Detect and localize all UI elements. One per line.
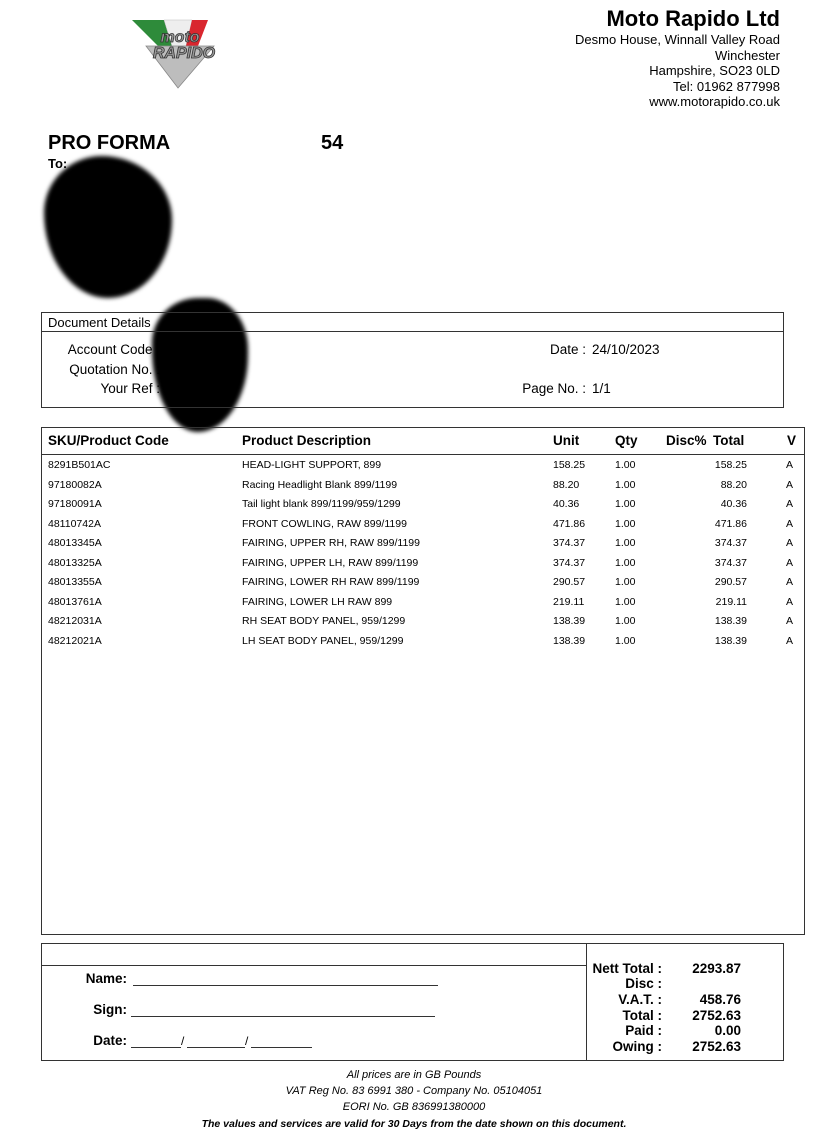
row-unit-price: 471.86 [553, 517, 586, 530]
row-total: 374.37 [714, 556, 747, 569]
column-header-qty: Qty [615, 433, 638, 448]
column-header-disc: Disc% [666, 433, 707, 448]
row-sku: 48013761A [48, 595, 102, 608]
company-logo [128, 16, 232, 90]
nett-total-label: Nett Total : [592, 961, 662, 976]
date-label: Date : [549, 342, 586, 357]
row-unit-price: 138.39 [553, 615, 586, 627]
currency-note: All prices are in GB Pounds [346, 1069, 482, 1081]
row-description: HEAD-LIGHT SUPPORT, 899 [242, 459, 382, 471]
paid-value: 0.00 [714, 1023, 741, 1038]
row-unit-price: 374.37 [553, 537, 586, 549]
row-qty: 1.00 [615, 459, 636, 471]
account-code-label: Account Code : [67, 342, 160, 357]
row-vat-code: A [786, 459, 794, 471]
signature-line [131, 1016, 435, 1017]
date-separator: / [245, 1034, 249, 1048]
logo-graphic [128, 16, 232, 90]
date-value: 24/10/2023 [592, 342, 660, 357]
table-row [0, 459, 828, 479]
row-qty: 1.00 [615, 556, 636, 569]
row-sku: 48110742A [48, 517, 101, 530]
row-sku: 48013345A [48, 537, 102, 549]
column-header-total: Total [713, 433, 745, 448]
row-sku: 48212021A [48, 634, 102, 647]
row-description: Racing Headlight Blank 899/1199 [242, 478, 398, 491]
quotation-no-label: Quotation No. : [69, 362, 160, 377]
row-sku: 8291B501AC [48, 459, 111, 471]
row-qty: 1.00 [615, 517, 636, 530]
row-unit-price: 138.39 [553, 634, 586, 647]
totals-divider [586, 944, 587, 1060]
redacted-recipient-address [44, 156, 172, 298]
validity-note: The values and services are valid for 30 Days from the date shown on this document. [201, 1118, 627, 1130]
table-row [0, 615, 828, 635]
company-address-line-2: Winchester [714, 47, 780, 63]
row-total: 138.39 [714, 634, 747, 647]
document-details-title: Document Details [48, 315, 151, 330]
row-qty: 1.00 [615, 615, 636, 627]
row-unit-price: 290.57 [553, 576, 586, 588]
document-number: 54 [321, 132, 344, 154]
row-total: 290.57 [714, 576, 747, 588]
total-value: 2752.63 [692, 1008, 741, 1023]
row-unit-price: 374.37 [553, 556, 586, 569]
column-header-vat-code: V [787, 433, 797, 448]
nett-total-value: 2293.87 [692, 961, 741, 976]
row-total: 88.20 [720, 478, 747, 491]
row-total: 40.36 [720, 498, 747, 510]
row-description: FAIRING, LOWER RH RAW 899/1199 [242, 576, 420, 588]
row-sku: 48013325A [48, 556, 102, 569]
row-vat-code: A [786, 556, 794, 569]
row-description: FAIRING, UPPER LH, RAW 899/1199 [242, 556, 419, 569]
sign-label: Sign: [93, 1002, 127, 1017]
company-website: www.motorapido.co.uk [649, 94, 780, 109]
table-row [0, 498, 828, 518]
company-address-line-3: Hampshire, SO23 0LD [649, 63, 780, 78]
table-row [0, 557, 828, 577]
date-month-line [187, 1047, 245, 1048]
company-name: Moto Rapido Ltd [606, 6, 780, 31]
owing-value: 2752.63 [692, 1039, 741, 1054]
row-qty: 1.00 [615, 498, 636, 510]
row-vat-code: A [786, 576, 794, 588]
vat-company-number: VAT Reg No. 83 6991 380 - Company No. 05104051 [285, 1085, 543, 1097]
document-title: PRO FORMA [48, 132, 171, 154]
row-description: LH SEAT BODY PANEL, 959/1299 [242, 634, 404, 647]
row-total: 374.37 [714, 537, 747, 549]
row-description: FAIRING, UPPER RH, RAW 899/1199 [242, 537, 420, 549]
vat-label: V.A.T. : [618, 992, 662, 1007]
table-row [0, 479, 828, 499]
row-vat-code: A [786, 517, 794, 530]
page-no-label: Page No. : [522, 381, 586, 396]
row-total: 138.39 [714, 615, 747, 627]
row-unit-price: 40.36 [553, 498, 580, 510]
logo-text-rapido: RAPIDO [152, 45, 216, 62]
date-sign-label: Date: [93, 1033, 127, 1048]
eori-number: EORI No. GB 836991380000 [342, 1101, 486, 1113]
row-sku: 48013355A [48, 576, 102, 588]
row-total: 219.11 [715, 595, 747, 608]
row-vat-code: A [786, 595, 794, 608]
date-day-line [131, 1047, 181, 1048]
row-qty: 1.00 [615, 595, 636, 608]
company-tel: Tel: 01962 877998 [673, 78, 780, 94]
signoff-header-divider [42, 965, 587, 966]
row-total: 471.86 [714, 517, 747, 530]
table-row [0, 635, 828, 655]
name-line [133, 985, 438, 986]
column-header-sku: SKU/Product Code [48, 433, 169, 448]
row-sku: 97180091A [48, 498, 102, 510]
table-row [0, 596, 828, 616]
row-vat-code: A [786, 537, 794, 549]
row-qty: 1.00 [615, 478, 636, 491]
row-qty: 1.00 [615, 537, 636, 549]
row-sku: 48212031A [48, 615, 102, 627]
page-no-value: 1/1 [592, 381, 611, 396]
row-description: Tail light blank 899/1199/959/1299 [242, 498, 401, 510]
items-header-divider [42, 454, 804, 455]
total-label: Total : [622, 1008, 662, 1023]
table-row [0, 518, 828, 538]
row-unit-price: 158.25 [553, 459, 586, 471]
quotation-no-value: 8 [178, 363, 184, 374]
table-row [0, 576, 828, 596]
row-unit-price: 219.11 [553, 595, 585, 608]
row-description: FAIRING, LOWER LH RAW 899 [242, 595, 393, 608]
paid-label: Paid : [625, 1023, 662, 1038]
row-description: FRONT COWLING, RAW 899/1199 [242, 517, 407, 530]
company-header [575, 6, 780, 110]
company-address-line-1: Desmo House, Winnall Valley Road [575, 32, 780, 47]
row-vat-code: A [786, 498, 794, 510]
your-ref-label: Your Ref : [100, 381, 160, 396]
row-description: RH SEAT BODY PANEL, 959/1299 [242, 615, 406, 627]
disc-label: Disc : [625, 976, 662, 991]
row-qty: 1.00 [615, 634, 636, 647]
date-year-line [251, 1047, 312, 1048]
table-row [0, 537, 828, 557]
row-qty: 1.00 [615, 576, 636, 588]
row-vat-code: A [786, 634, 794, 647]
row-vat-code: A [786, 615, 794, 627]
row-vat-code: A [786, 478, 794, 491]
row-total: 158.25 [714, 459, 747, 471]
name-label: Name: [85, 971, 127, 986]
recipient-label: To: [48, 156, 68, 171]
row-sku: 97180082A [48, 478, 102, 491]
column-header-unit: Unit [553, 433, 580, 448]
row-unit-price: 88.20 [553, 478, 580, 491]
document-details-header [42, 313, 783, 332]
logo-text-moto: moto [160, 29, 200, 46]
date-separator: / [181, 1034, 185, 1048]
vat-value: 458.76 [699, 992, 741, 1007]
owing-label: Owing : [612, 1039, 662, 1054]
column-header-description: Product Description [242, 433, 372, 448]
